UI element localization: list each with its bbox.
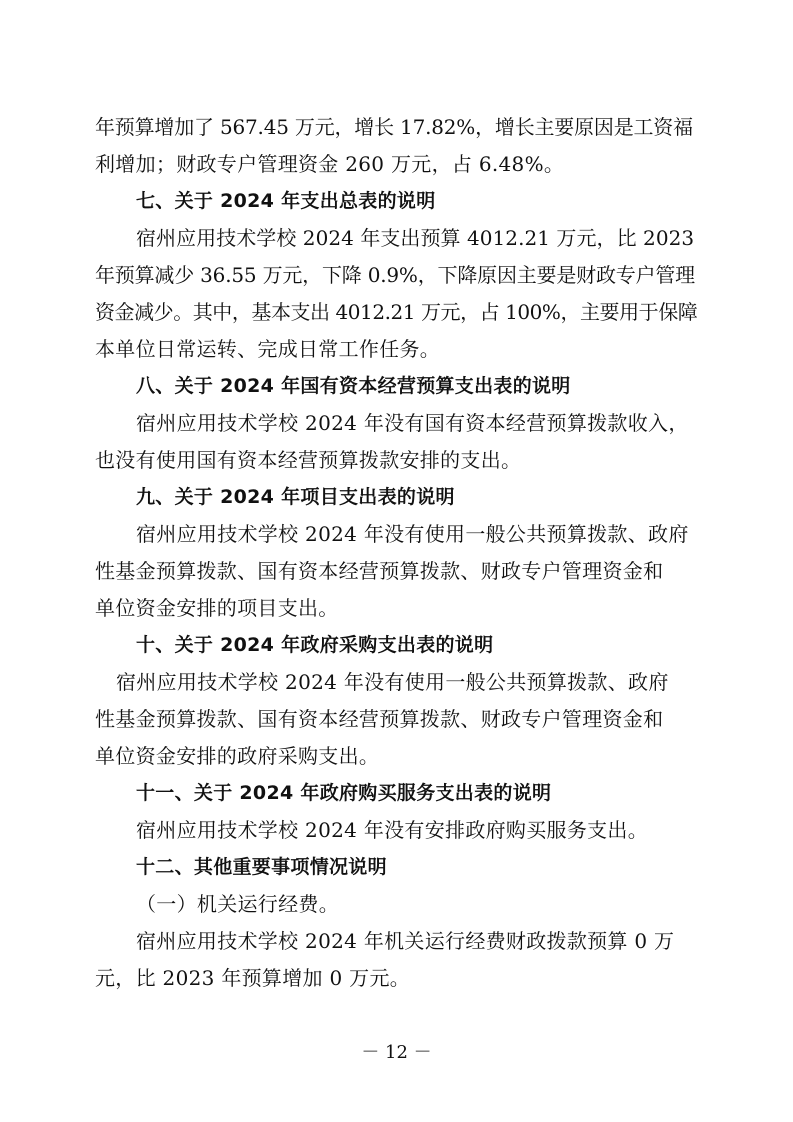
paragraph-line: 宿州应用技术学校 2024 年没有安排政府购买服务支出。 xyxy=(136,818,649,842)
paragraph-line: 性基金预算拨款、国有资本经营预算拨款、财政专户管理资金和 xyxy=(95,707,664,731)
paragraph-line: 年预算增加了 567.45 万元，增长 17.82%，增长主要原因是工资福 xyxy=(95,115,693,139)
paragraph-line: 元，比 2023 年预算增加 0 万元。 xyxy=(95,966,411,990)
section-heading: 十、关于 2024 年政府采购支出表的说明 xyxy=(136,634,494,656)
paragraph-line: 也没有使用国有资本经营预算拨款安排的支出。 xyxy=(95,448,522,472)
paragraph-line: 宿州应用技术学校 2024 年没有使用一般公共预算拨款、政府 xyxy=(136,522,689,546)
paragraph-line: 宿州应用技术学校 2024 年没有国有资本经营预算拨款收入， xyxy=(136,411,689,435)
subsection-heading: （一）机关运行经费。 xyxy=(136,892,339,916)
section-heading: 八、关于 2024 年国有资本经营预算支出表的说明 xyxy=(136,375,571,397)
paragraph-line: 宿州应用技术学校 2024 年机关运行经费财政拨款预算 0 万 xyxy=(136,929,675,953)
paragraph-line: 性基金预算拨款、国有资本经营预算拨款、财政专户管理资金和 xyxy=(95,559,664,583)
paragraph-line: 年预算减少 36.55 万元，下降 0.9%，下降原因主要是财政专户管理 xyxy=(95,263,695,287)
paragraph-line: 本单位日常运转、完成日常工作任务。 xyxy=(95,337,441,361)
paragraph-line: 宿州应用技术学校 2024 年支出预算 4012.21 万元，比 2023 xyxy=(136,226,695,250)
page-number: － 12 － xyxy=(361,1042,432,1063)
section-heading: 七、关于 2024 年支出总表的说明 xyxy=(136,190,436,212)
section-heading: 九、关于 2024 年项目支出表的说明 xyxy=(136,486,455,508)
paragraph-line: 利增加；财政专户管理资金 260 万元，占 6.48%。 xyxy=(95,152,565,176)
paragraph-line: 资金减少。其中，基本支出 4012.21 万元，占 100%，主要用于保障 xyxy=(95,300,698,324)
paragraph-line: 单位资金安排的政府采购支出。 xyxy=(95,744,380,768)
section-heading: 十一、关于 2024 年政府购买服务支出表的说明 xyxy=(136,782,552,804)
paragraph-line: 宿州应用技术学校 2024 年没有使用一般公共预算拨款、政府 xyxy=(116,670,669,694)
section-heading: 十二、其他重要事项情况说明 xyxy=(136,856,387,878)
paragraph-line: 单位资金安排的项目支出。 xyxy=(95,596,339,620)
